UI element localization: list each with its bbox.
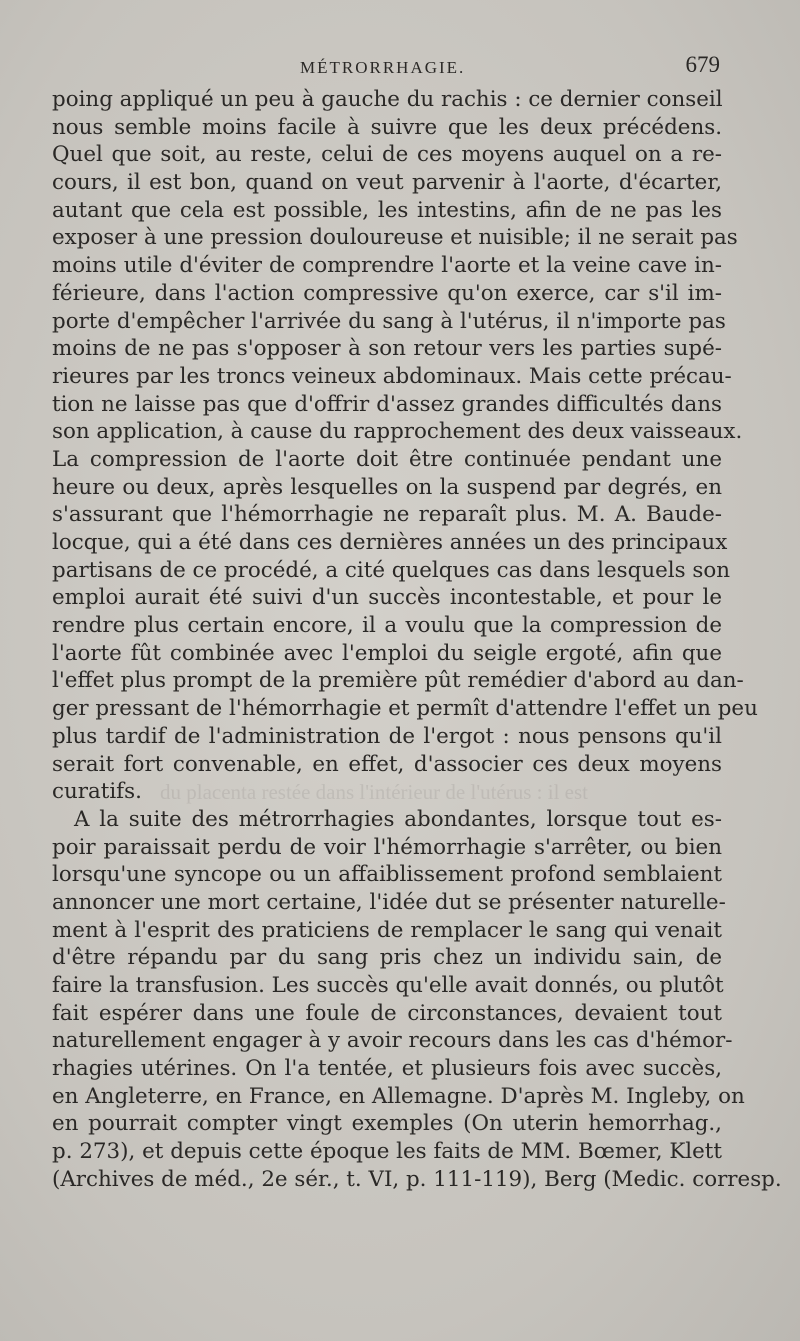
text-line: La compression de l'aorte doit être continuée pendant une [52, 446, 722, 472]
page-header [55, 50, 720, 86]
text-line: emploi aurait été suivi d'un succès incontestable, et pour le [52, 585, 722, 611]
text-line: locque, qui a été dans ces dernières années un des principaux [52, 530, 728, 555]
text-line: s'assurant que l'hémorrhagie ne reparaît plus. M. A. Baude- [52, 502, 722, 528]
text-line: poing appliqué un peu à gauche du rachis : ce dernier conseil [52, 87, 723, 112]
text-line: rieures par les troncs veineux abdominaux. Mais cette précau- [52, 363, 732, 389]
text-line: heure ou deux, après lesquelles on la suspend par degrés, en [52, 474, 722, 500]
paragraph-start-line: A la suite des métrorrhagies abondantes, lorsque tout es- [74, 806, 722, 832]
text-line: poir paraissait perdu de voir l'hémorrhagie s'arrêter, ou bien [52, 834, 722, 860]
text-line: nous semble moins facile à suivre que les deux précédens. [52, 114, 722, 140]
text-line: p. 273), et depuis cette époque les faits de MM. Bœmer, Klett [52, 1139, 722, 1165]
text-line: exposer à une pression douloureuse et nuisible; il ne serait pas [52, 225, 738, 251]
text-line: ment à l'esprit des praticiens de remplacer le sang qui venait [52, 917, 722, 943]
body-text [52, 86, 782, 1194]
text-line: moins utile d'éviter de comprendre l'aorte et la veine cave in- [52, 253, 722, 279]
text-line: l'aorte fût combinée avec l'emploi du seigle ergoté, afin que [52, 640, 722, 666]
text-line: Quel que soit, au reste, celui de ces moyens auquel on a re- [52, 142, 722, 168]
page-number: 679 [685, 52, 720, 77]
text-line: serait fort convenable, en effet, d'associer ces deux moyens [52, 751, 722, 777]
text-line: naturellement engager à y avoir recours dans les cas d'hémor- [52, 1028, 733, 1054]
text-line: plus tardif de l'administration de l'ergot : nous pensons qu'il [52, 723, 722, 749]
text-line: tion ne laisse pas que d'offrir d'assez grandes difficultés dans [52, 391, 722, 417]
text-line: (Archives de méd., 2e sér., t. VI, p. 111-119), Berg (Medic. corresp. [52, 1166, 782, 1192]
text-line: en pourrait compter vingt exemples (On uterin hemorrhag., [52, 1111, 722, 1137]
text-line: en Angleterre, en France, en Allemagne. D'après M. Ingleby, on [52, 1083, 745, 1109]
bleed-through-text: du placenta restée dans l'intérieur de l'utérus : il est [160, 780, 588, 804]
text-line: lorsqu'une syncope ou un affaiblissement profond semblaient [52, 862, 722, 888]
text-line: porte d'empêcher l'arrivée du sang à l'utérus, il n'importe pas [52, 308, 726, 334]
text-line: férieure, dans l'action compressive qu'on exerce, car s'il im- [52, 280, 722, 306]
text-line: ger pressant de l'hémorrhagie et permît d'attendre l'effet un peu [52, 696, 758, 722]
text-line: partisans de ce procédé, a cité quelques cas dans lesquels son [52, 557, 731, 583]
text-line: autant que cela est possible, les intestins, afin de ne pas les [52, 197, 722, 223]
running-title: MÉTRORRHAGIE. [300, 58, 466, 77]
text-line: fait espérer dans une foule de circonstances, devaient tout [52, 1000, 722, 1026]
text-line: l'effet plus prompt de la première pût remédier d'abord au dan- [52, 668, 744, 694]
paragraph-end-line: curatifs. [52, 779, 142, 805]
text-line: d'être répandu par du sang pris chez un individu sain, de [52, 945, 722, 971]
text-line: son application, à cause du rapprochement des deux vaisseaux. [52, 419, 743, 445]
text-line: rhagies utérines. On l'a tentée, et plusieurs fois avec succès, [52, 1056, 722, 1082]
text-line: faire la transfusion. Les succès qu'elle avait donnés, ou plutôt [52, 973, 724, 998]
text-line: annoncer une mort certaine, l'idée dut se présenter naturelle- [52, 889, 726, 915]
text-line: cours, il est bon, quand on veut parvenir à l'aorte, d'écarter, [52, 170, 722, 196]
text-line: moins de ne pas s'opposer à son retour vers les parties supé- [52, 336, 722, 362]
text-line: rendre plus certain encore, il a voulu que la compression de [52, 613, 722, 639]
